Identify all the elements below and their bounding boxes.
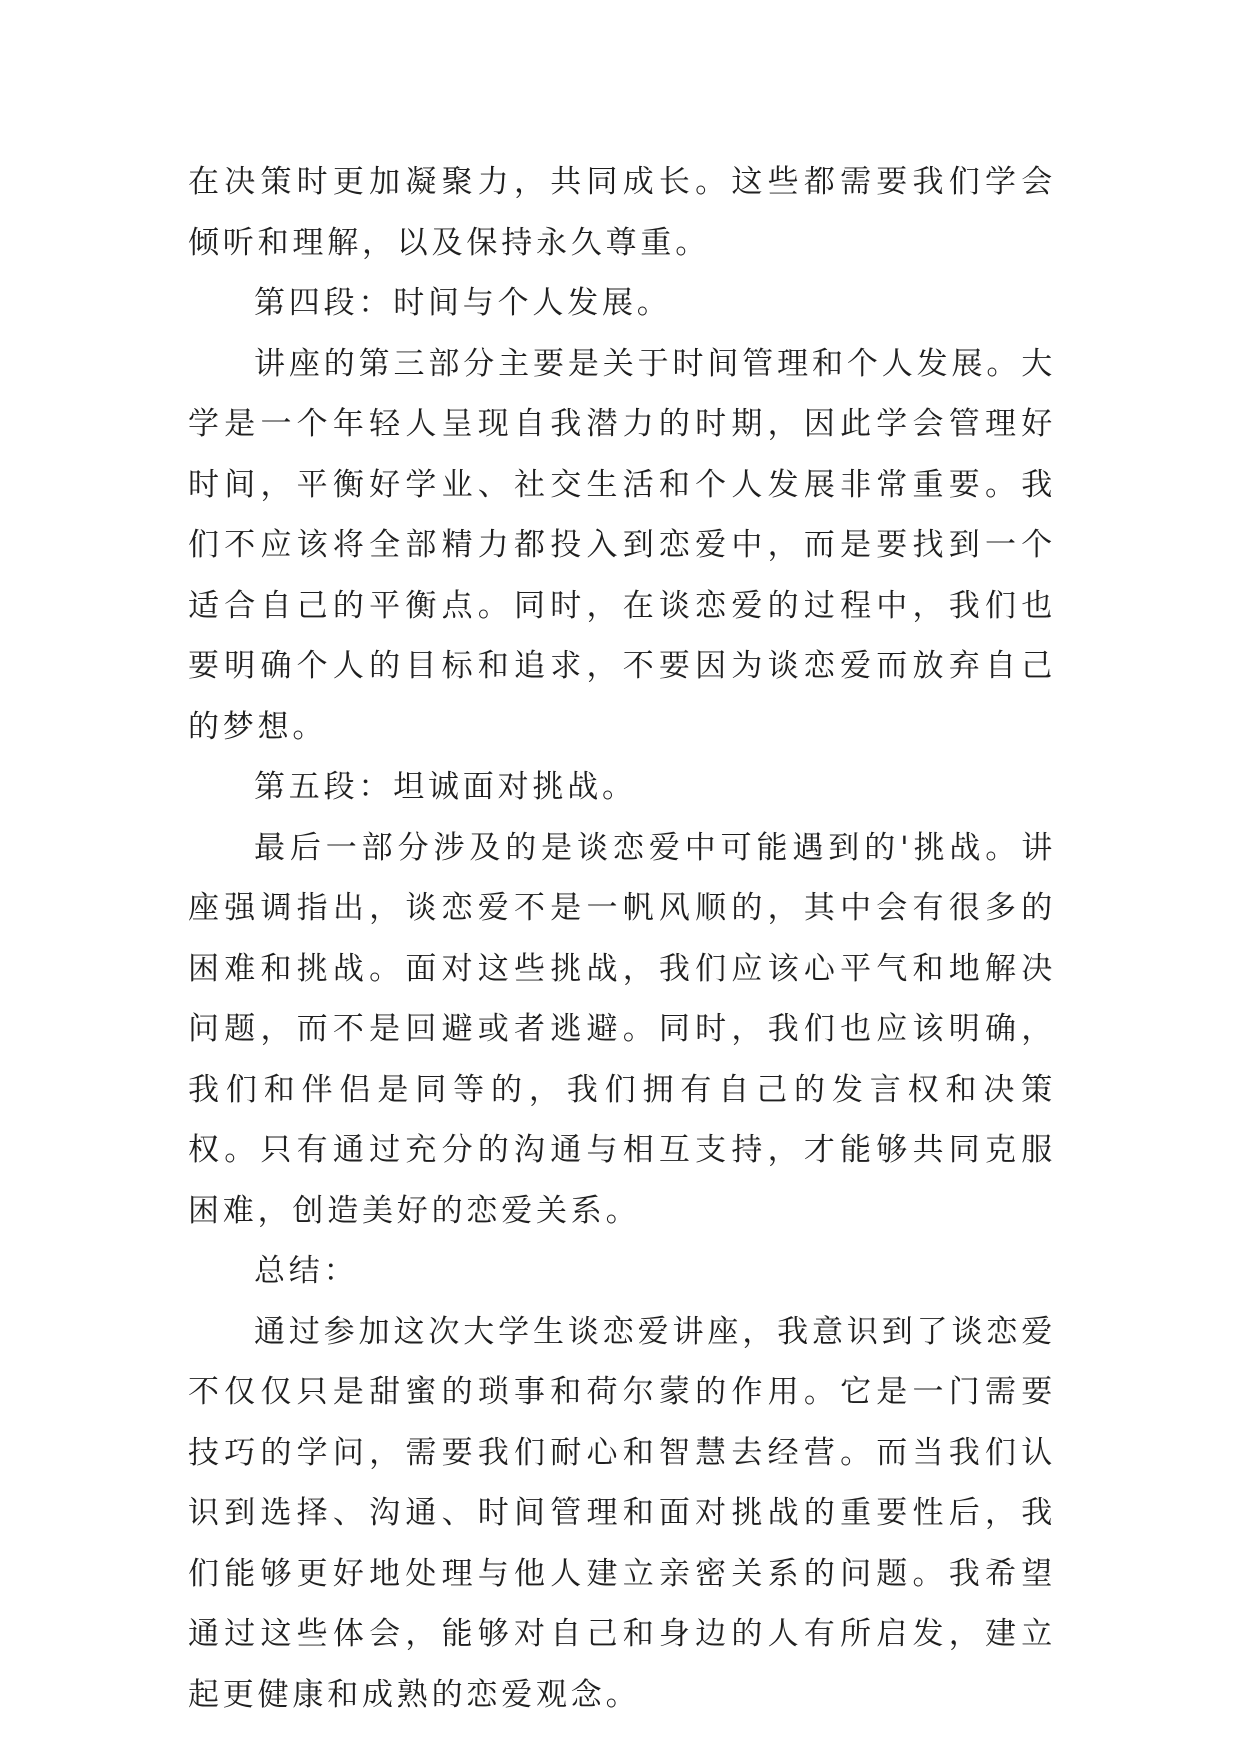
paragraph-time-development: 讲座的第三部分主要是关于时间管理和个人发展。大学是一个年轻人呈现自我潜力的时期，因此学会管理好时间，平衡好学业、社交生活和个人发展非常重要。我们不应该将全部精力都投入到恋爱中，而是要找到一个适合自己的平衡点。同时，在谈恋爱的过程中，我们也要明确个人的目标和追求，不要因为谈恋爱而放弃自己的梦想。 (188, 345, 1056, 745)
summary-heading: 总结： (254, 1253, 359, 1289)
section-heading-5: 第五段：坦诚面对挑战。 (254, 769, 637, 805)
document-body (188, 152, 1056, 1725)
paragraph-summary: 通过参加这次大学生谈恋爱讲座，我意识到了谈恋爱不仅仅只是甜蜜的琐事和荷尔蒙的作用。它是一门需要技巧的学问，需要我们耐心和智慧去经营。而当我们认识到选择、沟通、时间管理和面对挑战的重要性后，我们能够更好地处理与他人建立亲密关系的问题。我希望通过这些体会，能够对自己和身边的人有所启发，建立起更健康和成熟的恋爱观念。 (188, 1313, 1056, 1713)
paragraph-continuation: 在决策时更加凝聚力，共同成长。这些都需要我们学会倾听和理解，以及保持永久尊重。 (188, 164, 1056, 261)
section-heading-4: 第四段：时间与个人发展。 (254, 285, 672, 321)
paragraph-challenges: 最后一部分涉及的是谈恋爱中可能遇到的'挑战。讲座强调指出，谈恋爱不是一帆风顺的，其中会有很多的困难和挑战。面对这些挑战，我们应该心平气和地解决问题，而不是回避或者逃避。同时，我们也应该明确，我们和伴侣是同等的，我们拥有自己的发言权和决策权。只有通过充分的沟通与相互支持，才能够共同克服困难，创造美好的恋爱关系。 (188, 829, 1056, 1229)
